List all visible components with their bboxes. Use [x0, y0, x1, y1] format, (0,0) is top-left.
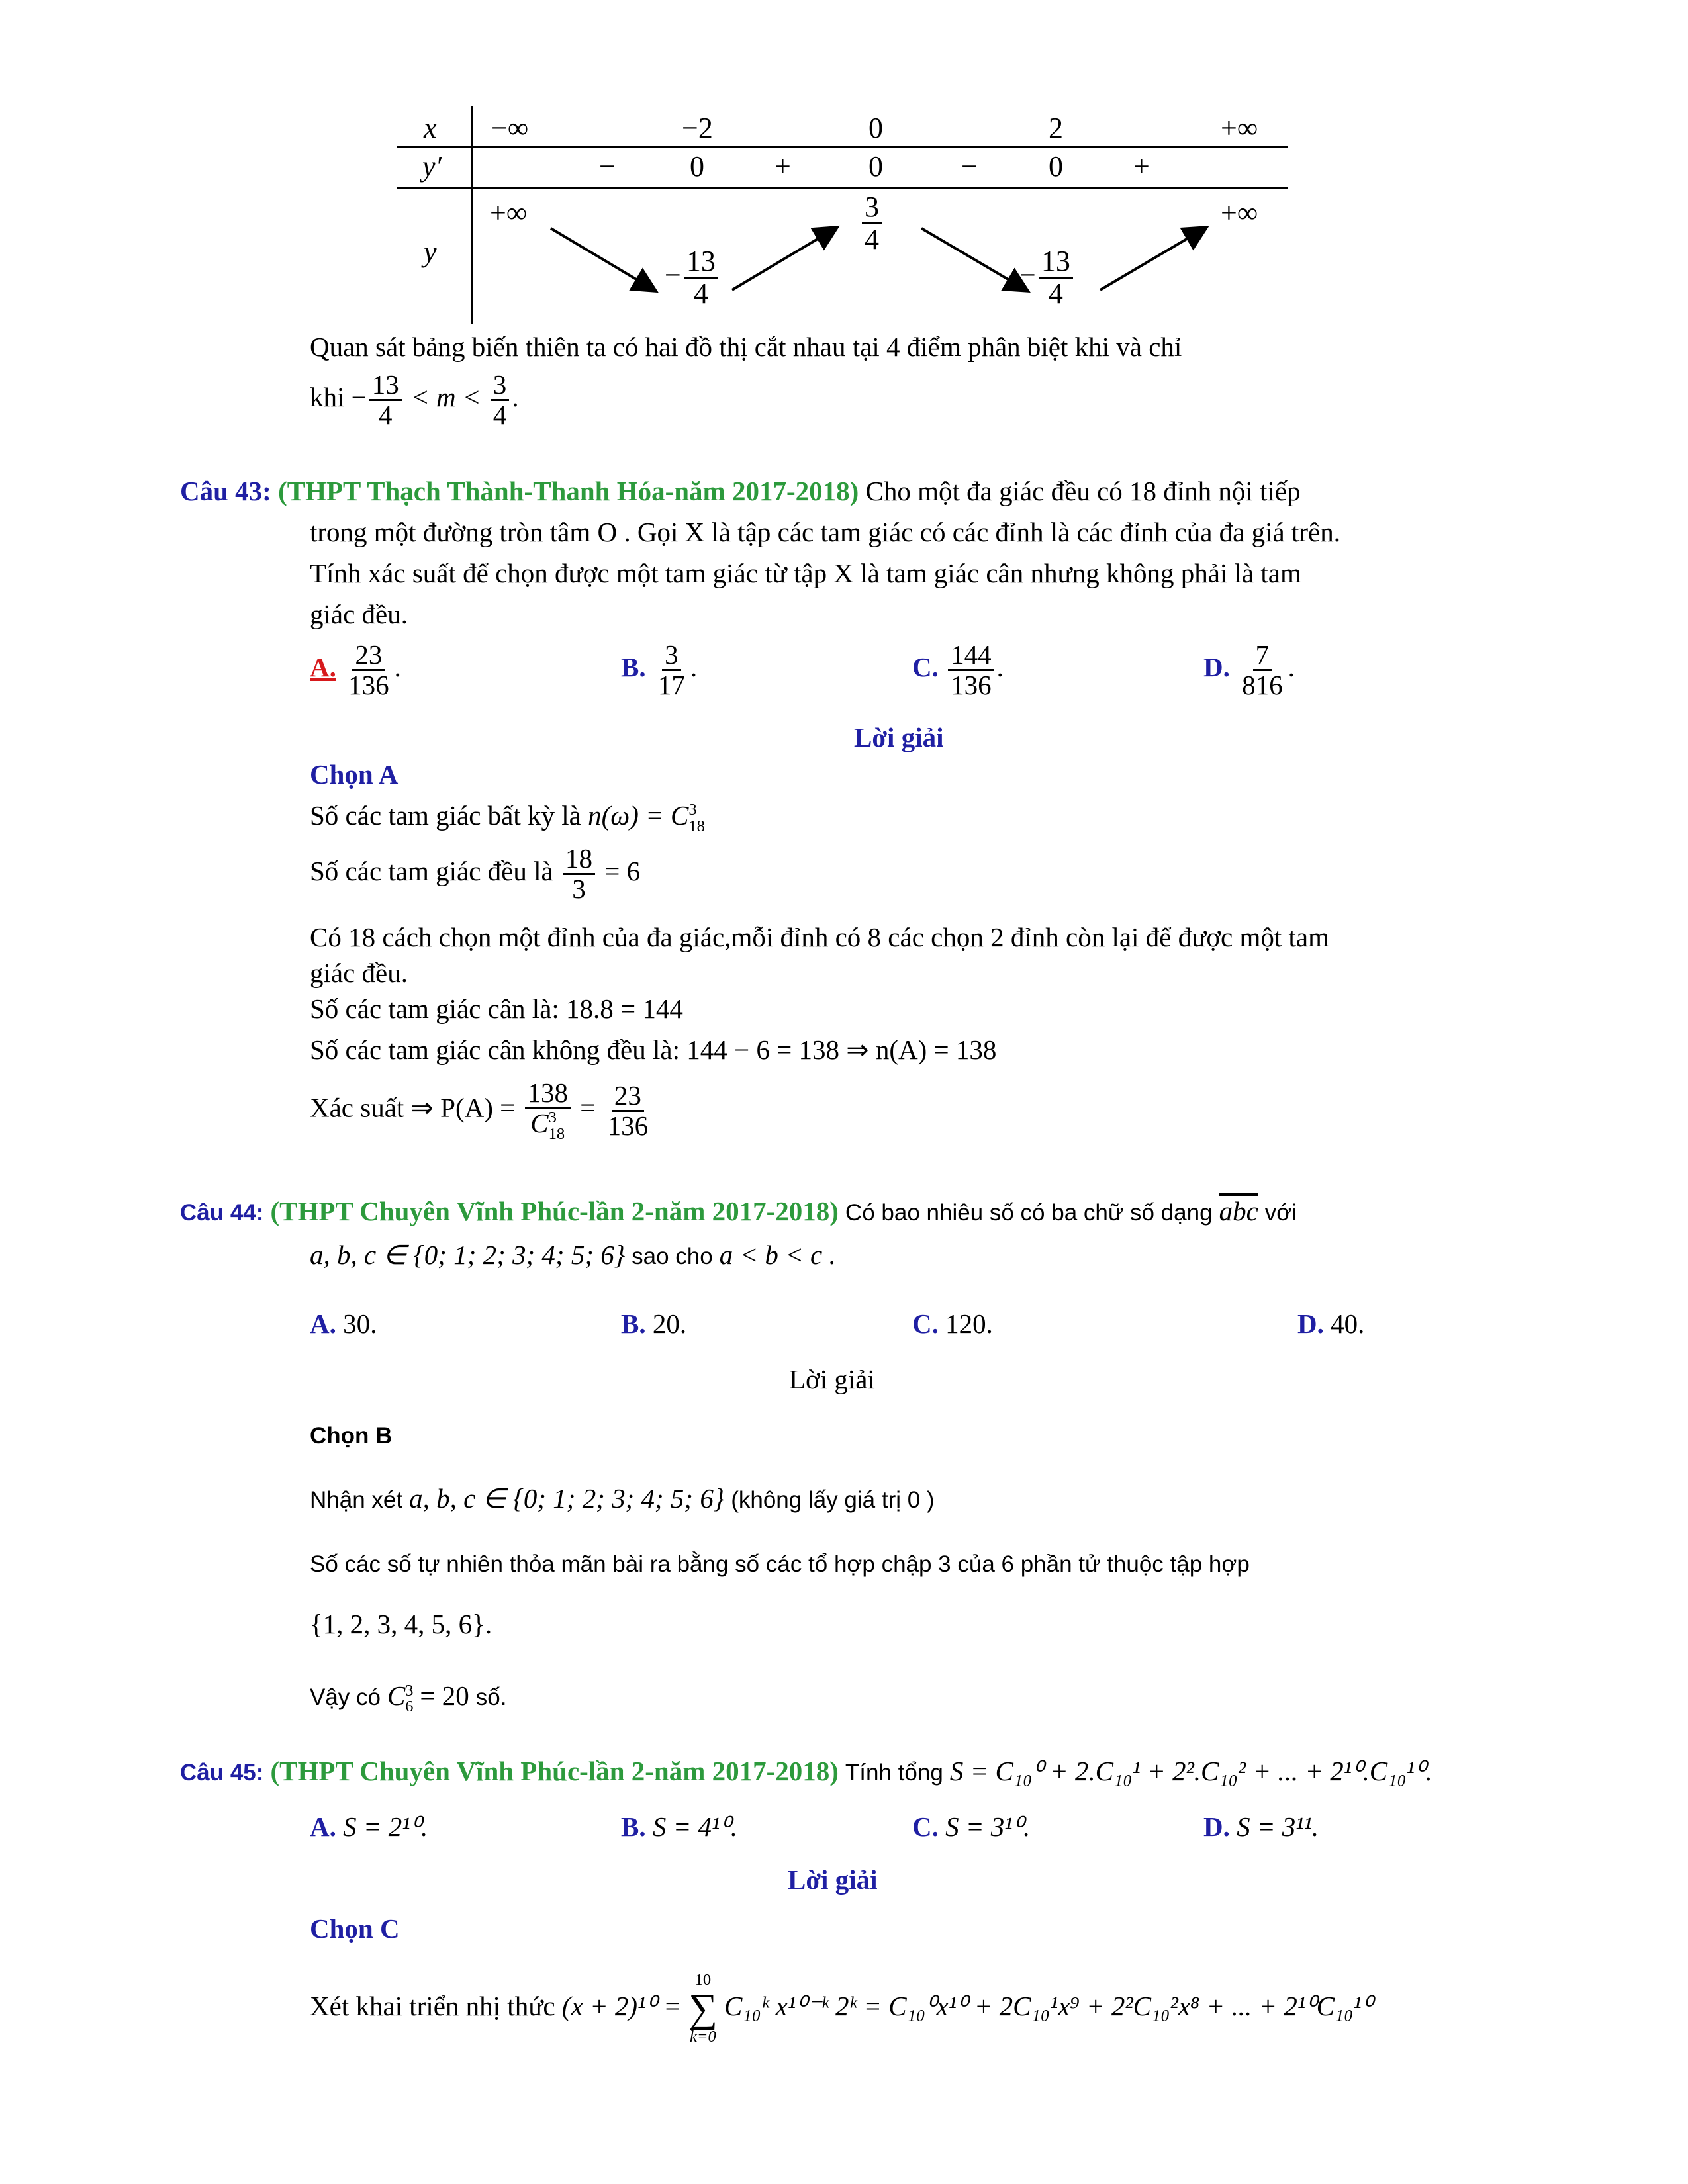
x-value: −2 [682, 112, 713, 144]
y-min-left: − $\frac{13}{4}$ [665, 246, 721, 309]
q43-solution-title: Lời giải [854, 722, 944, 752]
q44-option-a[interactable]: A. 30. [310, 1308, 377, 1339]
q45-option-b[interactable]: B. S = 4¹⁰. [621, 1811, 738, 1842]
row-label-yprime: y′ [422, 150, 442, 183]
q43-text-1: Cho một đa giác đều có 18 đỉnh nội tiếp [865, 476, 1301, 506]
q43-step-3: Có 18 cách chọn một đỉnh của đa giác,mỗi đỉnh có 8 các chọn 2 đỉnh còn lại để được một tam [310, 922, 1329, 952]
arrow-increase-1 [732, 228, 835, 290]
q45-header: Câu 45: (THPT Chuyên Vĩnh Phúc-lần 2-năm 2017-2018) Tính tổng S = C₁₀⁰ + 2.C₁₀¹ + 2².C₁₀² + ... + 2¹⁰.C₁₀¹⁰. [180, 1756, 1432, 1786]
x-value: +∞ [1221, 112, 1258, 144]
x-value: −∞ [491, 112, 529, 144]
yprime-sign: + [1133, 150, 1150, 183]
y-min-right: − $\frac{13}{4}$ [1019, 246, 1076, 309]
q44-abc: $\overline{abc}$ [1219, 1196, 1258, 1226]
q44-source: (THPT Chuyên Vĩnh Phúc-lần 2-năm 2017-2018) [270, 1196, 839, 1226]
variation-arrows [0, 0, 1688, 331]
q45-solution-title: Lời giải [788, 1864, 878, 1895]
q43-option-d[interactable]: D. $\frac{7}{816}$ . [1203, 639, 1295, 701]
row-label-y: y [424, 236, 437, 268]
arrow-increase-2 [1100, 228, 1205, 290]
y-max-center: $\frac{3}{4}$ [859, 192, 884, 255]
y-left-value: +∞ [490, 197, 528, 229]
y-right-value: +∞ [1221, 197, 1258, 229]
q43-step-6: Số các tam giác cân không đều là: 144 − 6 = 138 ⇒ n(A) = 138 [310, 1034, 997, 1065]
q43-step-5: Số các tam giác cân là: 18.8 = 144 [310, 993, 683, 1024]
q45-choice: Chọn C [310, 1913, 400, 1944]
q45-expansion: Xét khai triển nhị thức (x + 2)¹⁰ = 10 ∑ k=0 C₁₀ᵏ x¹⁰⁻ᵏ 2ᵏ = C₁₀⁰x¹⁰ + 2C₁₀¹x⁹ + 2²C₁₀²x⁸ + ... + 2¹⁰C₁₀¹⁰ [310, 1971, 1373, 2046]
intro-line: Quan sát bảng biến thiên ta có hai đồ thị cắt nhau tại 4 điểm phân biệt khi và chỉ [310, 332, 1182, 362]
q43-source: (THPT Thạch Thành-Thanh Hóa-năm 2017-2018) [278, 476, 859, 506]
q44-option-c[interactable]: C. 120. [912, 1308, 993, 1339]
q44-note-4: Vậy có C 3 6 = 20 số. [310, 1680, 507, 1715]
q44-header: Câu 44: (THPT Chuyên Vĩnh Phúc-lần 2-năm 2017-2018) Có bao nhiêu số có ba chữ số dạng $\overline{abc}$ với [180, 1196, 1297, 1226]
yprime-sign: − [599, 150, 616, 183]
intro-inequality: khi − $\frac{13}{4}$ < m < $\frac{3}{4}$ . [310, 369, 519, 431]
arrow-decrease-2 [921, 228, 1026, 290]
q45-option-d[interactable]: D. S = 3¹¹. [1203, 1811, 1319, 1842]
yprime-sign: − [961, 150, 978, 183]
q43-label: Câu 43: [180, 476, 271, 506]
q43-step-1: Số các tam giác bất kỳ là n(ω) = C 3 18 [310, 800, 705, 835]
q45-option-c[interactable]: C. S = 3¹⁰. [912, 1811, 1031, 1842]
q44-text-2: a, b, c ∈ {0; 1; 2; 3; 4; 5; 6} sao cho a < b < c . [310, 1240, 836, 1270]
x-value: 2 [1049, 112, 1063, 144]
x-value: 0 [868, 112, 883, 144]
q44-option-d[interactable]: D. 40. [1297, 1308, 1365, 1339]
q43-header [180, 475, 1301, 507]
q44-label: Câu 44: [180, 1200, 264, 1226]
q44-text-1: Có bao nhiêu số có ba chữ số dạng [845, 1200, 1213, 1226]
arrow-decrease-1 [551, 228, 654, 290]
q44-note-3: {1, 2, 3, 4, 5, 6}. [310, 1609, 492, 1639]
q44-choice: Chọn B [310, 1423, 393, 1449]
row-label-x: x [424, 112, 437, 144]
yprime-sign: 0 [868, 150, 883, 183]
q45-label: Câu 45: [180, 1760, 264, 1786]
yprime-sign: + [774, 150, 791, 183]
q43-option-c[interactable]: C. $\frac{144}{136}$ . [912, 639, 1004, 701]
q43-text-2: trong một đường tròn tâm O . Gọi X là tập các tam giác có các đỉnh là các đỉnh của đa giá trên. [310, 517, 1340, 547]
q43-option-b[interactable]: B. $\frac{3}{17}$ . [621, 639, 698, 701]
q43-text-3: Tính xác suất để chọn được một tam giác từ tập X là tam giác cân nhưng không phải là tam [310, 558, 1301, 588]
q43-choice: Chọn A [310, 759, 399, 790]
q43-step-4: giác đều. [310, 958, 408, 988]
q43-step-2: Số các tam giác đều là $\frac{18}{3}$ = 6 [310, 843, 641, 905]
yprime-sign: 0 [1049, 150, 1063, 183]
q45-option-a[interactable]: A. S = 2¹⁰. [310, 1811, 428, 1842]
sigma-icon: ∑ [688, 1985, 718, 2031]
yprime-sign: 0 [690, 150, 704, 183]
q43-option-a[interactable]: A. $\frac{23}{136}$ . [310, 639, 401, 701]
q43-text-4: giác đều. [310, 599, 408, 629]
q44-note-1: Nhận xét a, b, c ∈ {0; 1; 2; 3; 4; 5; 6} (không lấy giá trị 0 ) [310, 1483, 935, 1514]
q44-option-b[interactable]: B. 20. [621, 1308, 687, 1339]
q43-step-7: Xác suất ⇒ P(A) = 138 C 3 18 = $\frac{23}{136}$ [310, 1077, 649, 1143]
q45-formula: S = C₁₀⁰ + 2.C₁₀¹ + 2².C₁₀² + ... + 2¹⁰.C₁₀¹⁰. [949, 1756, 1432, 1786]
q45-source: (THPT Chuyên Vĩnh Phúc-lần 2-năm 2017-2018) [270, 1756, 839, 1786]
q44-note-2: Số các số tự nhiên thỏa mãn bài ra bằng số các tổ hợp chập 3 của 6 phần tử thuộc tập hợp [310, 1551, 1250, 1577]
q44-solution-title: Lời giải [789, 1364, 875, 1394]
